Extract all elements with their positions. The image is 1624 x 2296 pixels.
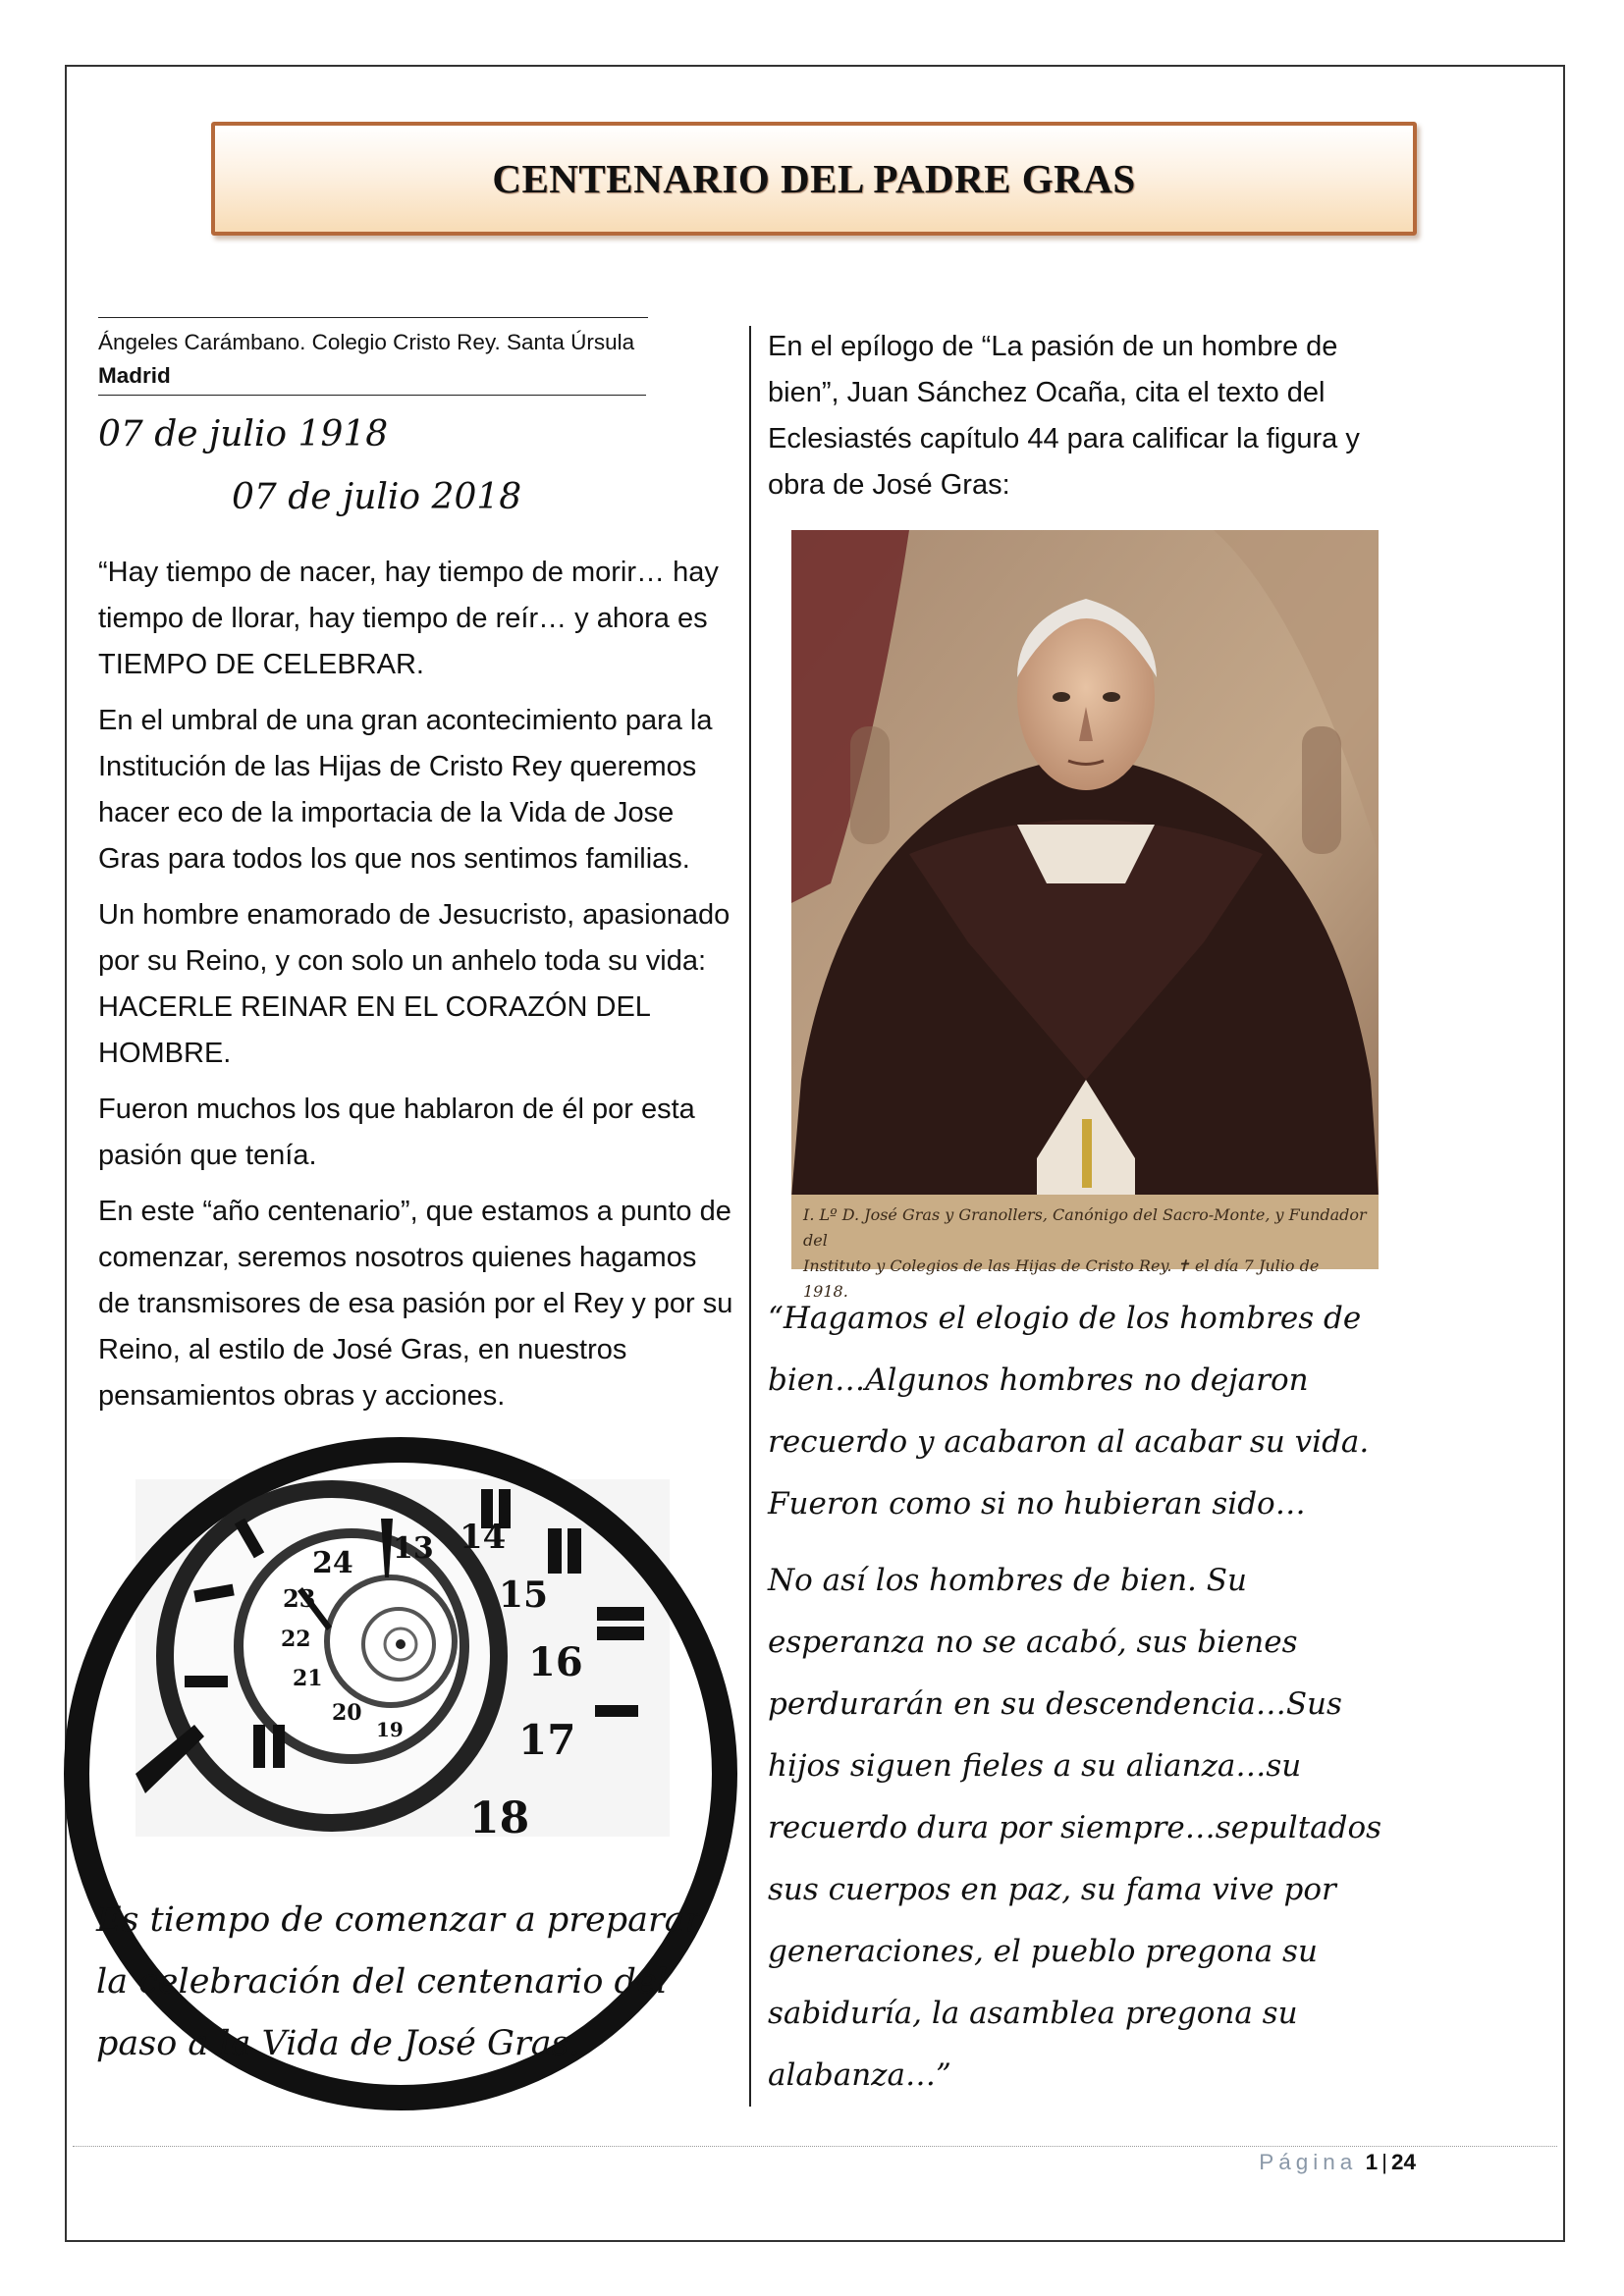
page-number: 1: [1365, 2150, 1379, 2174]
paragraph: “Hay tiempo de nacer, hay tiempo de morir… hay tiempo de llorar, hay tiempo de reír… y ahora es TIEMPO DE CELEBRAR.: [98, 557, 719, 680]
clock-numeral: 15: [499, 1575, 549, 1616]
page-footer: [1259, 2150, 1416, 2175]
clock-numeral: 18: [469, 1793, 530, 1843]
intro-paragraph: En el epílogo de “La pasión de un hombre de bien”, Juan Sánchez Ocaña, cita el texto del Eclesiastés capítulo 44 para calificar la figura y obra de José Gras:: [768, 331, 1360, 501]
clock-numeral: 17: [518, 1716, 576, 1764]
clock-numeral: 21: [293, 1666, 323, 1691]
left-column-text: [98, 550, 734, 1429]
author-block: [98, 326, 648, 393]
page-total: 24: [1390, 2150, 1416, 2174]
paragraph: Un hombre enamorado de Jesucristo, apasionado por su Reino, y con solo un anhelo toda su vida: HACERLE REINAR EN EL CORAZÓN DEL HOMBRE.: [98, 899, 731, 1069]
date-2018: 07 de julio 2018: [232, 477, 522, 517]
spiral-clock-image: [135, 1479, 670, 1843]
ecclesiastes-quote: [768, 1288, 1396, 2121]
clock-numeral: 13: [393, 1531, 434, 1566]
page-title: CENTENARIO DEL PADRE GRAS: [492, 156, 1136, 201]
caption-line-2: Instituto y Colegios de las Hijas de Cristo Rey. ✝ el día 7 Julio de 1918.: [803, 1256, 1320, 1301]
portrait-caption: [791, 1195, 1379, 1301]
author-city: Madrid: [98, 363, 171, 388]
caption-line-1: I. Lº D. José Gras y Granollers, Canónigo del Sacro-Monte, y Fundador del: [803, 1205, 1367, 1250]
author-top-rule: [98, 317, 648, 318]
paragraph: Fueron muchos los que hablaron de él por esta pasión que tenía.: [98, 1094, 695, 1171]
clock-numeral: 24: [312, 1546, 353, 1580]
paragraph: En este “año centenario”, que estamos a punto de comenzar, seremos nosotros quienes hagamos de transmisores de esa pasión por el Rey y por su Reino, al estilo de José Gras, en nuestros pensamientos obras y acciones.: [98, 1196, 733, 1412]
closing-quote: Es tiempo de comenzar a preparar la celebración del centenario del paso a la Vida de José Gras.: [96, 1900, 702, 2063]
page-label: Página: [1259, 2150, 1358, 2174]
paragraph: En el umbral de una gran acontecimiento para la Institución de las Hijas de Cristo Rey queremos hacer eco de la importacia de la Vida de Jose Gras para todos los que nos sentimos familias.: [98, 705, 713, 875]
author-bottom-rule: [98, 395, 646, 396]
clock-numeral: 23: [283, 1584, 316, 1613]
column-divider: [749, 326, 751, 2107]
clock-numeral: 19: [376, 1718, 404, 1741]
footer-rule: [73, 2146, 1557, 2147]
right-column-intro: [768, 324, 1406, 518]
clock-numeral: 20: [332, 1700, 362, 1726]
clock-numeral: 22: [281, 1627, 311, 1652]
portrait-painting: [791, 530, 1379, 1301]
quote-paragraph: No así los hombres de bien. Su esperanza no se acabó, sus bienes perdurarán en su descendencia…Sus hijos siguen fieles a su alianza…su recuerdo dura por siempre…sepultados sus cuerpos en paz, su fama vive por generaciones, el pueblo pregona su sabiduría, la asamblea pregona su alabanza…”: [768, 1563, 1382, 2093]
clock-numeral: 16: [528, 1639, 583, 1685]
author-line: Ángeles Carámbano. Colegio Cristo Rey. Santa Úrsula: [98, 330, 635, 354]
title-banner: [211, 122, 1417, 236]
clock-numeral: 14: [460, 1518, 507, 1557]
quote-paragraph: “Hagamos el elogio de los hombres de bien…Algunos hombres no dejaron recuerdo y acabaron al acabar su vida. Fueron como si no hubieran sido…: [768, 1301, 1370, 1522]
page-separator: |: [1381, 2150, 1387, 2174]
date-1918: 07 de julio 1918: [98, 414, 389, 454]
